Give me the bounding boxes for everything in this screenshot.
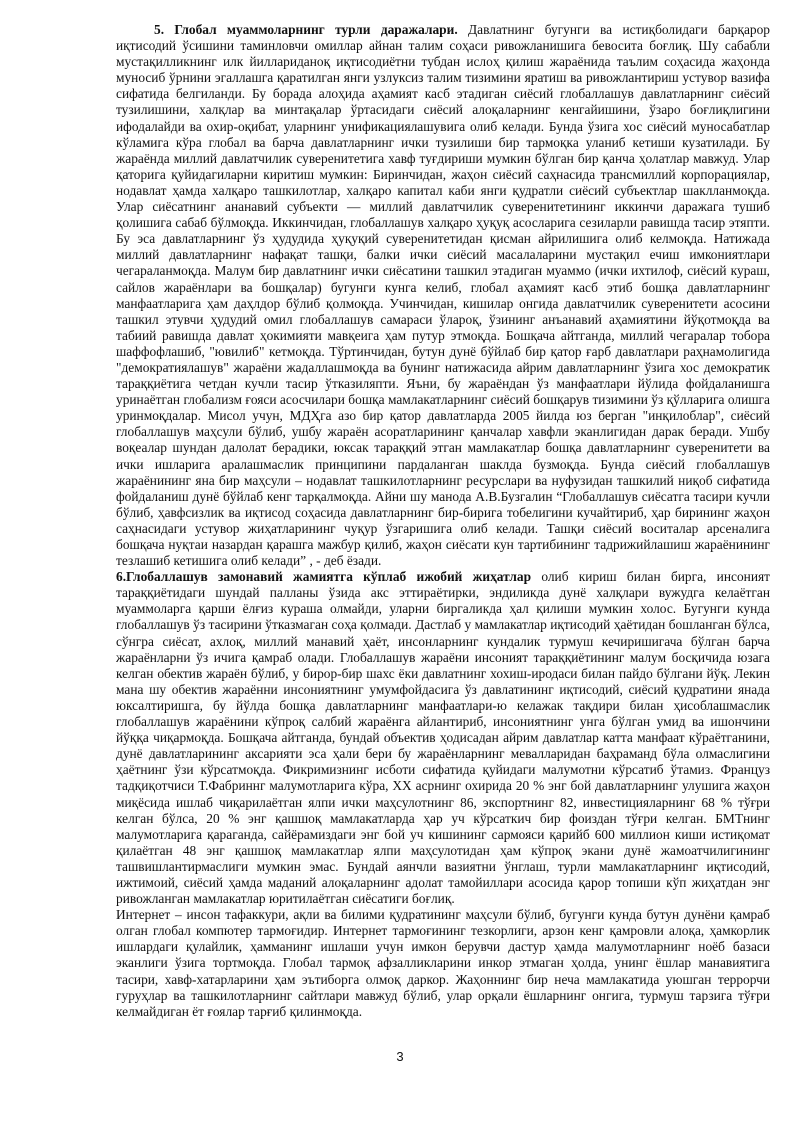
internet-paragraph: Интернет – инсон тафаккури, ақли ва билими қудратининг маҳсули бўлиб, бугунги кунда бутун дунёни қамраб олган глобал компютер тармоғидир. Интернет тармоғининг тезкорлиги, арзон кенг қамровли алоқа, ҳамкорлик ишлардаги қулайлик, ҳамманинг ишлаши учун имкон берувчи дастур ҳамда малумотларнинг ноёб базаси эканлиги ўзига тортмоқда. Глобал тармоқ афзалликларини инкор этмаган ҳолда, унинг ёшлар манавиятига тасири, хавф-хатарларини ҳам эътиборга олмоқ даркор. Жаҳоннинг бир неча мамлакатида уюшган террорчи гуруҳлар ва ташкилотларнинг сайтлари мавжуд бўлиб, улар орқали ёшларнинг онгига, турмуш тарзига тўғри келмайдиган ёт ғоялар тарғиб қилинмоқда. bbox=[116, 907, 770, 1019]
section-5-text: Давлатнинг бугунги ва истиқболидаги барқарор иқтисодий ўсишини таминловчи омиллар айнан талим соҳаси ривожланишига бевосита боғлиқ. Шу сабабли мустақилликнинг илк йиллариданоқ иқтисодиётни тубдан ислоҳ қилиш жараёнида таълим соҳасида жаҳонда муносиб ўрнини эгаллашга қаратилган янги узлуксиз талим тизимини яратиш ва ривожлантириш устувор вазифа сифатида белгиланди. Бу борада алоҳида аҳамият касб этадиган сиёсий глобаллашув давлатларнинг сиёсий тузилишини, халқлар ва минтақалар ўртасидаги сиёсий алоқаларнинг кенгайишини, ўзаро боғлиқлигини ифодалайди ва охир-оқибат, уларнинг унификациялашувига олиб келади. Бунда ўзига хос сиёсий муносабатлар кўламига кўра глобал ва барча давлатларнинг ички тузилиши бир тармоқка уланиб кетиши кузатилади. Бу жараёнда миллий давлатчилик суверенитетига хавф туғдириши мумкин бўлган бир қанча ҳолатлар мавжуд. Улар қаторига қуйидагиларни киритиш мумкин: Биринчидан, жаҳон сиёсий саҳнасида трансмиллий корпорациялар, нодавлат ҳамда халқаро ташкилотлар, халқаро капитал каби янги қудратли сиёсий субъектлар шаклланмоқда. Улар сиёсатнинг ананавий субъекти — миллий давлатчилик суверенитетининг иккинчи даражага тушиб қолишига сабаб бўлмоқда. Иккинчидан, глобаллашув халқаро ҳуқуқ асосларига сезиларли равишда тасир этяпти. Бу эса давлатларнинг ўз ҳудудида ҳуқуқий суверенитетидан қисман айрилишига олиб келмоқда. Натижада миллий давлатларнинг нафақат ташқи, балки ички сиёсий масалаларини мустақил ечиш имкониятлари чегараланмоқда. Малум бир давлатнинг ички сиёсатини ташкил этадиган муаммо (ички ихтилоф, сиёсий кураш, сайлов жараёнлари ва бошқалар) бугунги кунга келиб, глобал аҳамият касб этиб бошқа давлатларнинг манфаатларига ҳам даҳлдор бўлиб қолмоқда. Учинчидан, кишилар онгида давлатчилик суверенитети асосини ташкил этувчи ҳудудий омил глобаллашув самараси ўлароқ, ўзининг анъанавий аҳамиятини йўқотмоқда ва табиий равишда давлат ҳокимияти мавқеига ҳам путур этмоқда. Бошқача айтганда, миллий чегаралар тобора шаффофлашиб, "ювилиб" кетмоқда. Тўртинчидан, бутун дунё бўйлаб бир қатор ғарб давлатлари раҳнамолигида "демократиялашув" жараёни жадаллашмоқда ва бунинг натижасида айрим давлатларнинг ўзига хос демократик тараққиётига четдан кучли тасир ўтказиляпти. Яъни, бу жараёндан ўз манфаатлари йўлида фойдаланишга уринаётган глобализм ғояси асосчилари бошқа мамлакатларнинг сиёсий бошқарув тизимини ўз қўлларига олишга уринмоқдалар. Мисол учун, МДҲга азо бир қатор давлатларда 2005 йилда юз берган "инқилоблар", сиёсий глобаллашув маҳсули бўлиб, ушбу жараён асоратларининг қанчалар хавфли эканлигидан дарак беради. Ушбу воқеалар шундан далолат берадики, юксак тараққий этган мамлакатлар бошқа давлатларнинг суверенитети ва ички ишларига аралашмаслик принципини пардаланган шаклда бузмоқда. Бунда сиёсий глобаллашув жараёнининг яна бир маҳсули – нодавлат ташкилотларнинг ресурслари ва нуфузидан ташкилий ниқоб сифатида фойдаланиш дунё бўйлаб кенг тарқалмоқда. Айни шу манода А.В.Бузгалин “Глобаллашув сиёсатга тасири кучли бўлиб, ҳавфсизлик ва иқтисод соҳасида давлатларнинг бир-бирига тобелигини кучайтириб, ҳар бирининг жаҳон саҳнасидаги устувор жиҳатларининг чуқур ўзгаришига олиб келади. Ташқи сиёсий воситалар арсеналига бошқача нуқтаи назардан қарашга мажбур қилиб, жаҳон сиёсати кун тартибининг тадрижийлашиш жараёнининг тезлашиб кетишига олиб келади” , - деб ёзади. bbox=[116, 22, 770, 569]
document-page bbox=[116, 22, 770, 1020]
page-number: 3 bbox=[396, 1049, 404, 1064]
section-6-paragraph bbox=[116, 569, 770, 907]
section-6-heading: 6.Глобаллашув замонавий жамиятга кўплаб ижобий жиҳатлар bbox=[116, 569, 532, 585]
section-5-heading: 5. Глобал муаммоларнинг турли даражалари. bbox=[154, 22, 458, 37]
section-5-paragraph bbox=[116, 22, 770, 569]
section-6-text: олиб кириш билан бирга, инсоният тараққиётидаги шундай палланы ўзида акс эттираётирки, эндиликда дунё халқлари вужудга келаётган муаммоларга қарши ёлғиз кураша олмайди, уларни биргаликда ҳал қилиши мумкин холос. Бугунги кунда глобаллашув ўз тасирини ўтказмаган соҳа қолмади. Дастлаб у мамлакатлар иқтисодий ҳаётидан бошланган бўлса, сўнгра сиёсат, ахлоқ, миллий манавий ҳаёт, инсонларнинг кундалик турмуш кечиришигача бўлган барча жараёнларни ўз ичига қамраб олади. Глобаллашув жараёни инсоният тараққиётининг малум босқичида юзага келган обектив жараён бўлиб, у бирор-бир шахс ёки давлатнинг хохиш-иродаси билан пайдо бўлгани йўқ. Лекин мана шу обектив жараённи инсониятнинг умумфойдасига ўз давлатининг иқтисодий, сиёсий қудратини янада юксалтиришга, бу йўлда бошқа давлатларнинг манфаатлари-ю келажак тақдири билан ҳисоблашмаслик глобаллашув жараёнини кўпроқ салбий жараёнга айлантириб, инсониятнинг унга бўлган умид ва ишончини йўққа чиқармоқда. Бошқача айтганда, бундай объектив ҳодисадан айрим давлатлар катта манфаат кўраётганини, дунё давлатларининг аксарияти эса ҳали бери бу жараёнларнинг мевалларидан баҳраманд бўла олмаслигини ҳаётнинг ўзи кўрсатмоқда. Фикримизнинг исботи сифатида қуйидаги малумотни кўрсатиб ўтамиз. Француз тадқиқотчиси Т.Фабриннг малумотларига кўра, XX асрнинг охирида 20 % энг бой давлатларнинг улушига жаҳон миқёсида ишлаб чиқарилаётган ялпи ички маҳсулотнинг 86, экспортнинг 82, инвестицияларнинг 68 % тўғри келган бўлса, 20 % энг қашшоқ мамлакатларда ҳар уч кўрсаткич бир фоиздан тўғри келган. БМТнинг малумотларига қараганда, сайёрамиздаги энг бой уч кишининг сармояси қарийб 600 миллион киши истиқомат қилаётган 48 энг қашшоқ мамлакатлар ялпи маҳсулотидан ҳам кўпроқ экани дунё жамоатчилигининг ташвишлантирмаслиги мумкин эмас. Бундай аянчли вазиятни ўнглаш, турли мамлакатларнинг иқтисодий, ижтимоий, сиёсий ҳамда маданий алоқаларнинг адолат тамойиллари асосида қарор топиши кўп жиҳатдан энг ривожланган мамлакатлар юритилаётган сиёсатиги боғлиқ. bbox=[116, 569, 770, 907]
